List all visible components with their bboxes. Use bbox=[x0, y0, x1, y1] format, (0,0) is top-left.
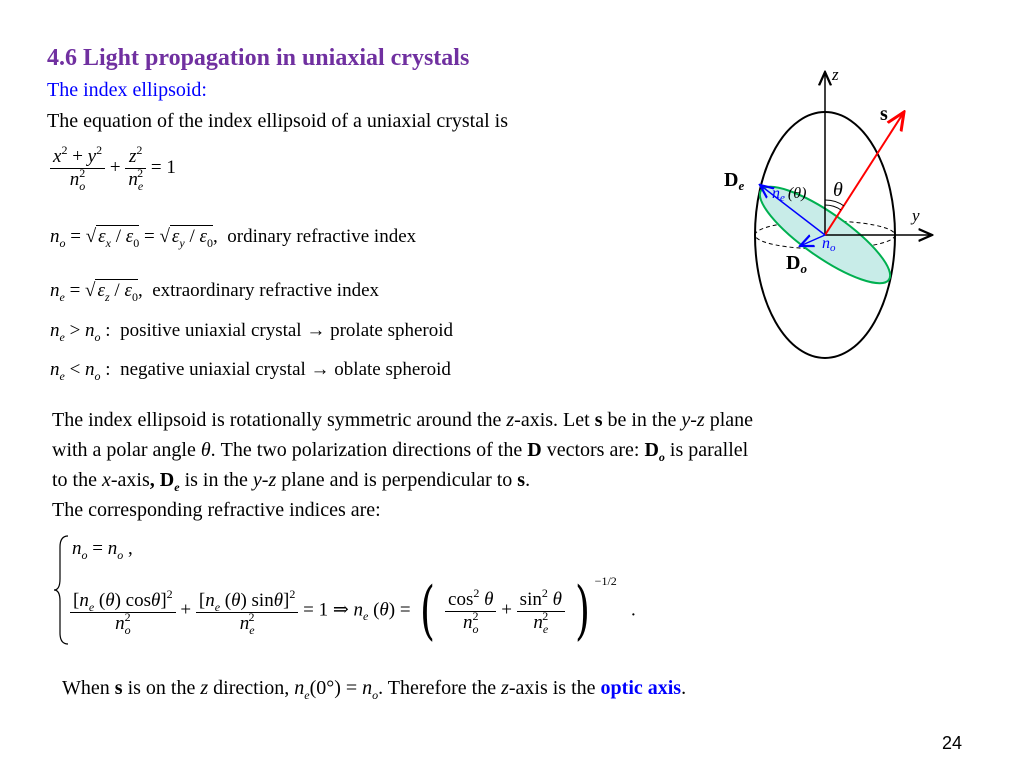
slide-title: 4.6 Light propagation in uniaxial crystals bbox=[47, 45, 470, 71]
paragraph-line-3: to the x-axis, $D_e$ is in the y-z plane and is perpendicular to s. bbox=[52, 469, 531, 494]
do-label: $D_o$ bbox=[786, 252, 807, 276]
no-definition: $n_o$ = √ $\varepsilon_x / \varepsilon_0$ = √ $\varepsilon_y / \varepsilon_0$, ordinary refractive index bbox=[50, 226, 417, 250]
negative-text: negative uniaxial crystal bbox=[120, 359, 306, 380]
de-label: $D_e$ bbox=[724, 169, 745, 193]
optic-axis-term: optic axis bbox=[600, 677, 682, 699]
positive-uniaxial: $n_e > n_o$ : positive uniaxial crystal → prolate spheroid bbox=[50, 320, 454, 344]
y-label: y bbox=[912, 206, 920, 225]
optic-axis-sentence: When s is on the z direction, $n_e(0^\circ) = n_o$. Therefore the z-axis is the optic axis. bbox=[62, 677, 687, 702]
slide-subtitle: The index ellipsoid: bbox=[47, 79, 207, 101]
paragraph-line-1: The index ellipsoid is rotationally symmetric around the z-axis. Let s be in the y-z plane bbox=[52, 409, 754, 431]
equals-one: = 1 bbox=[150, 156, 176, 178]
paragraph-line-4: The corresponding refractive indices are: bbox=[52, 499, 381, 521]
positive-text: positive uniaxial crystal bbox=[120, 320, 302, 341]
negative-uniaxial: $n_e < n_o$ : negative uniaxial crystal → oblate spheroid bbox=[50, 359, 451, 383]
ne-comment: extraordinary refractive index bbox=[152, 280, 380, 301]
negative-result: oblate spheroid bbox=[334, 359, 451, 380]
intro-text: The equation of the index ellipsoid of a uniaxial crystal is bbox=[47, 110, 508, 132]
ellipsoid-equation: $\frac{x^2 + y^2}{n_o^2}$ + $\frac{z^2}{n_e^2}$ = 1 bbox=[50, 146, 176, 191]
system-brace bbox=[52, 533, 72, 648]
z-label: z bbox=[832, 65, 839, 84]
theta-label: θ bbox=[833, 179, 843, 201]
page-number: 24 bbox=[941, 733, 962, 753]
frac-z: $\frac{z^2}{n_e^2}$ bbox=[125, 146, 146, 191]
s-vector bbox=[825, 112, 904, 235]
system-eq-1: $n_o = n_o$ , bbox=[72, 538, 133, 562]
system-eq-2: $\frac{[n_e (\theta) \cos\theta]^2}{n_o^2}$ + $\frac{[n_e (\theta) \sin\theta]^2}{n_e^2}$ = 1 ⇒ $n_e$ (θ) = ( $\frac{\cos^2 \theta}{n_o^2}$ + $\frac{\sin^2 \theta}{n_e^2}$ ) $^{-1/2}$ . bbox=[70, 574, 636, 648]
paragraph-line-2: with a polar angle θ. The two polarization directions of the D vectors are: $D_o$ is parallel bbox=[52, 439, 749, 464]
no-label: no bbox=[822, 235, 836, 254]
s-label: s bbox=[880, 103, 888, 125]
positive-result: prolate spheroid bbox=[330, 320, 454, 341]
frac-xy: $\frac{x^2 + y^2}{n_o^2}$ bbox=[50, 146, 105, 191]
no-comment: ordinary refractive index bbox=[227, 226, 417, 247]
ne-definition: $n_e$ = √ $\varepsilon_z / \varepsilon_0$, extraordinary refractive index bbox=[50, 280, 380, 304]
index-ellipsoid-diagram bbox=[700, 60, 990, 380]
ne-theta-label: ne (θ) bbox=[772, 185, 807, 204]
